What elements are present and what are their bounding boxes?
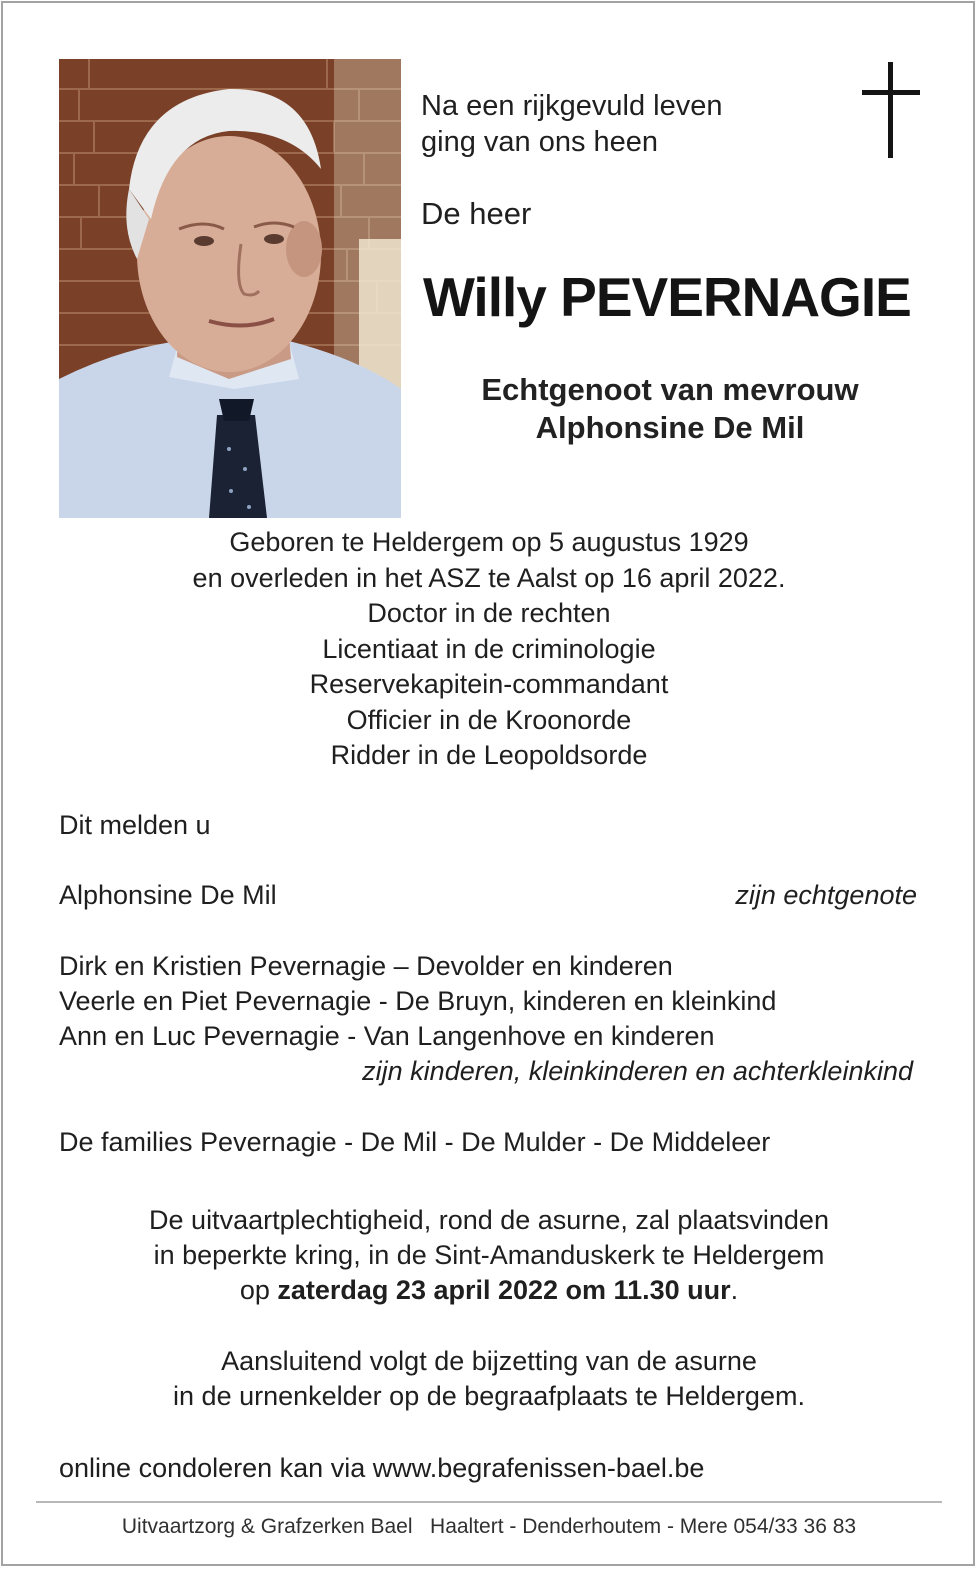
funeral-date: zaterdag 23 april 2022 om 11.30 uur xyxy=(277,1275,731,1305)
condolence xyxy=(59,1451,917,1486)
footer-divider xyxy=(36,1501,942,1503)
spouse-heading xyxy=(430,371,910,447)
portrait-photo xyxy=(59,59,401,518)
funeral-prefix: op xyxy=(239,1275,278,1305)
funeral-suffix: . xyxy=(730,1275,739,1305)
latin-cross-icon xyxy=(862,62,920,160)
bio-line: Licentiaat in de criminologie xyxy=(322,633,656,664)
intro-line: ging van ons heen xyxy=(421,126,659,158)
bio-line: en overleden in het ASZ te Aalst op 16 april 2022. xyxy=(192,562,786,593)
footer xyxy=(0,1513,978,1541)
spouse-line: Echtgenoot van mevrouw xyxy=(481,372,859,407)
children-role: zijn kinderen, kleinkinderen en achterkleinkind xyxy=(362,1056,913,1086)
families-line: De families Pevernagie - De Mil - De Mulder - De Middeleer xyxy=(59,1127,771,1157)
condolence-line: online condoleren kan via www.begrafenissen-bael.be xyxy=(59,1453,705,1483)
widow-role: zijn echtgenote xyxy=(735,880,917,910)
bio-line: Officier in de Kroonorde xyxy=(346,704,632,735)
bio-line: Ridder in de Leopoldsorde xyxy=(330,740,648,770)
honorific: De heer xyxy=(421,196,532,231)
bio-line: Geboren te Heldergem op 5 augustus 1929 xyxy=(229,527,749,557)
deceased-name: Willy PEVERNAGIE xyxy=(423,266,911,328)
funeral-info xyxy=(0,1203,978,1308)
intro-line: Na een rijkgevuld leven xyxy=(421,90,723,122)
spouse-line: Alphonsine De Mil xyxy=(535,410,805,445)
widow-row xyxy=(59,878,917,913)
footer-locations-phone: Haaltert - Denderhoutem - Mere 054/33 36 83 xyxy=(430,1515,857,1538)
bio-line: Doctor in de rechten xyxy=(367,598,611,628)
child-family-line: Ann en Luc Pevernagie - Van Langenhove en kinderen xyxy=(59,1021,715,1051)
funeral-line: De uitvaartplechtigheid, rond de asurne, zal plaatsvinden xyxy=(149,1205,829,1235)
widow-name: Alphonsine De Mil xyxy=(59,880,277,910)
biography xyxy=(0,525,978,774)
families xyxy=(59,1125,917,1160)
child-family-line: Veerle en Piet Pevernagie - De Bruyn, kinderen en kleinkind xyxy=(59,986,777,1016)
burial-info xyxy=(0,1344,978,1414)
burial-line: in de urnenkelder op de begraafplaats te Heldergem. xyxy=(173,1381,805,1411)
child-family-line: Dirk en Kristien Pevernagie – Devolder en kinderen xyxy=(59,951,673,981)
funeral-line: in beperkte kring, in de Sint-Amanduskerk te Heldergem xyxy=(153,1240,825,1270)
bio-line: Reservekapitein-commandant xyxy=(309,669,669,699)
footer-company: Uitvaartzorg & Grafzerken Bael xyxy=(121,1515,413,1538)
funeral-date-line xyxy=(0,1273,978,1308)
announce-text: Dit melden u xyxy=(59,810,211,840)
announcement xyxy=(59,808,917,843)
children-list xyxy=(59,949,917,1089)
intro-text xyxy=(421,88,722,160)
burial-line: Aansluitend volgt de bijzetting van de asurne xyxy=(221,1346,757,1376)
